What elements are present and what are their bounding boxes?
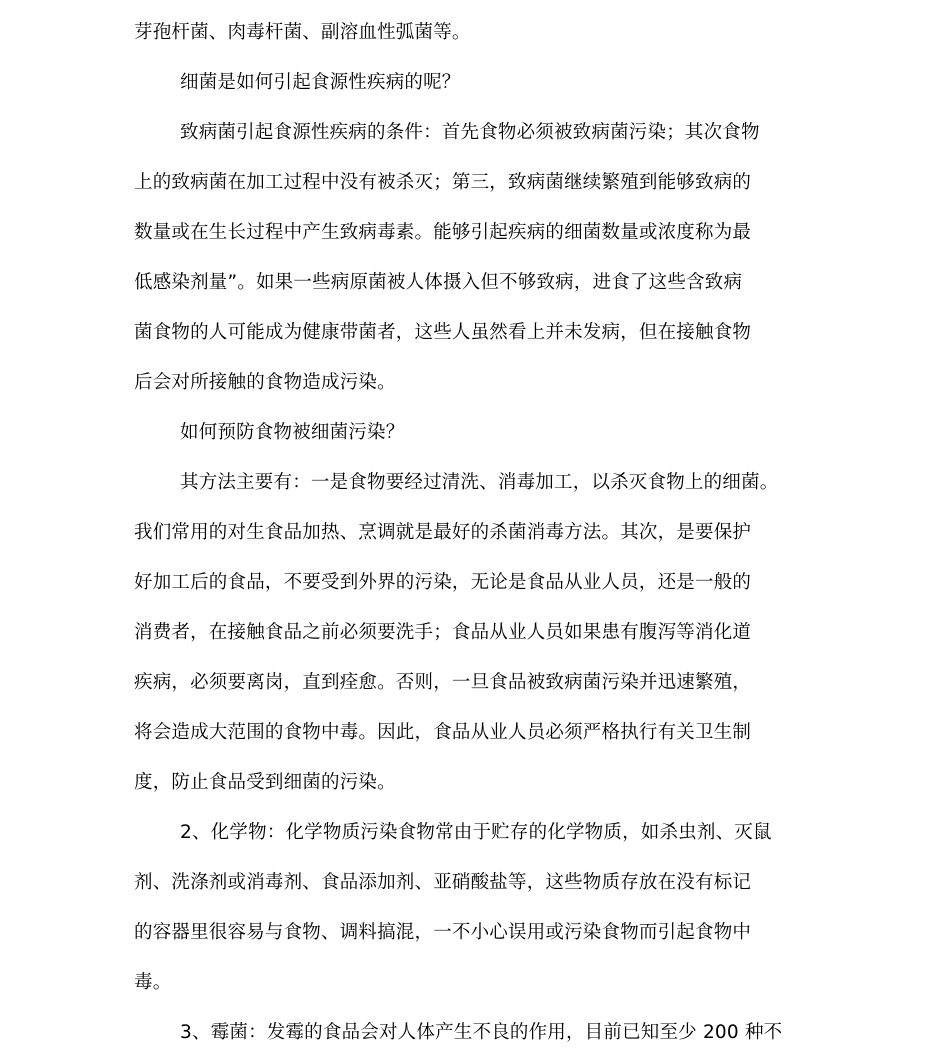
- question-heading-prevention: 如何预防食物被细菌污染？: [180, 422, 405, 443]
- section-chemicals-line-1: 2、化学物：化学物质污染食物常由于贮存的化学物质，如杀虫剂、灭鼠: [180, 822, 772, 843]
- text-line-16: 度，防止食品受到细菌的污染。: [134, 772, 396, 793]
- text-line-4: 上的致病菌在加工过程中没有被杀灭；第三，致病菌继续繁殖到能够致病的: [134, 172, 752, 193]
- text-line-13: 消费者，在接触食品之前必须要洗手；食品从业人员如果患有腹泻等消化道: [134, 622, 752, 643]
- text-line-8: 后会对所接触的食物造成污染。: [134, 372, 396, 393]
- text-line-7: 菌食物的人可能成为健康带菌者，这些人虽然看上并未发病，但在接触食物: [134, 322, 752, 343]
- section-chemicals-line-3: 的容器里很容易与食物、调料搞混，一不小心误用或污染食物而引起食物中: [134, 922, 752, 943]
- section-chemicals-line-4: 毒。: [134, 972, 172, 993]
- text-line-12: 好加工后的食品，不要受到外界的污染，无论是食品从业人员，还是一般的: [134, 572, 752, 593]
- text-line-1: 芽孢杆菌、肉毒杆菌、副溶血性弧菌等。: [134, 22, 471, 43]
- question-heading-bacteria: 细菌是如何引起食源性疾病的呢？: [180, 72, 461, 93]
- text-line-5: 数量或在生长过程中产生致病毒素。能够引起疾病的细菌数量或浓度称为最: [134, 222, 752, 243]
- text-line-15: 将会造成大范围的食物中毒。因此，食品从业人员必须严格执行有关卫生制: [134, 722, 752, 743]
- text-line-14: 疾病，必须要离岗，直到痊愈。否则，一旦食品被致病菌污染并迅速繁殖，: [134, 672, 752, 693]
- text-line-6: 低感染剂量”。如果一些病原菌被人体摄入但不够致病，进食了这些含致病: [134, 272, 743, 293]
- text-line-10: 其方法主要有：一是食物要经过清洗、消毒加工，以杀灭食物上的细菌。: [180, 472, 779, 493]
- text-line-3: 致病菌引起食源性疾病的条件：首先食物必须被致病菌污染；其次食物: [180, 122, 760, 143]
- section-mold-line-1: 3、霉菌：发霉的食品会对人体产生不良的作用，目前已知至少 200 种不: [180, 1022, 783, 1043]
- text-line-11: 我们常用的对生食品加热、烹调就是最好的杀菌消毒方法。其次，是要保护: [134, 522, 752, 543]
- section-chemicals-line-2: 剂、洗涤剂或消毒剂、食品添加剂、亚硝酸盐等，这些物质存放在没有标记: [134, 872, 752, 893]
